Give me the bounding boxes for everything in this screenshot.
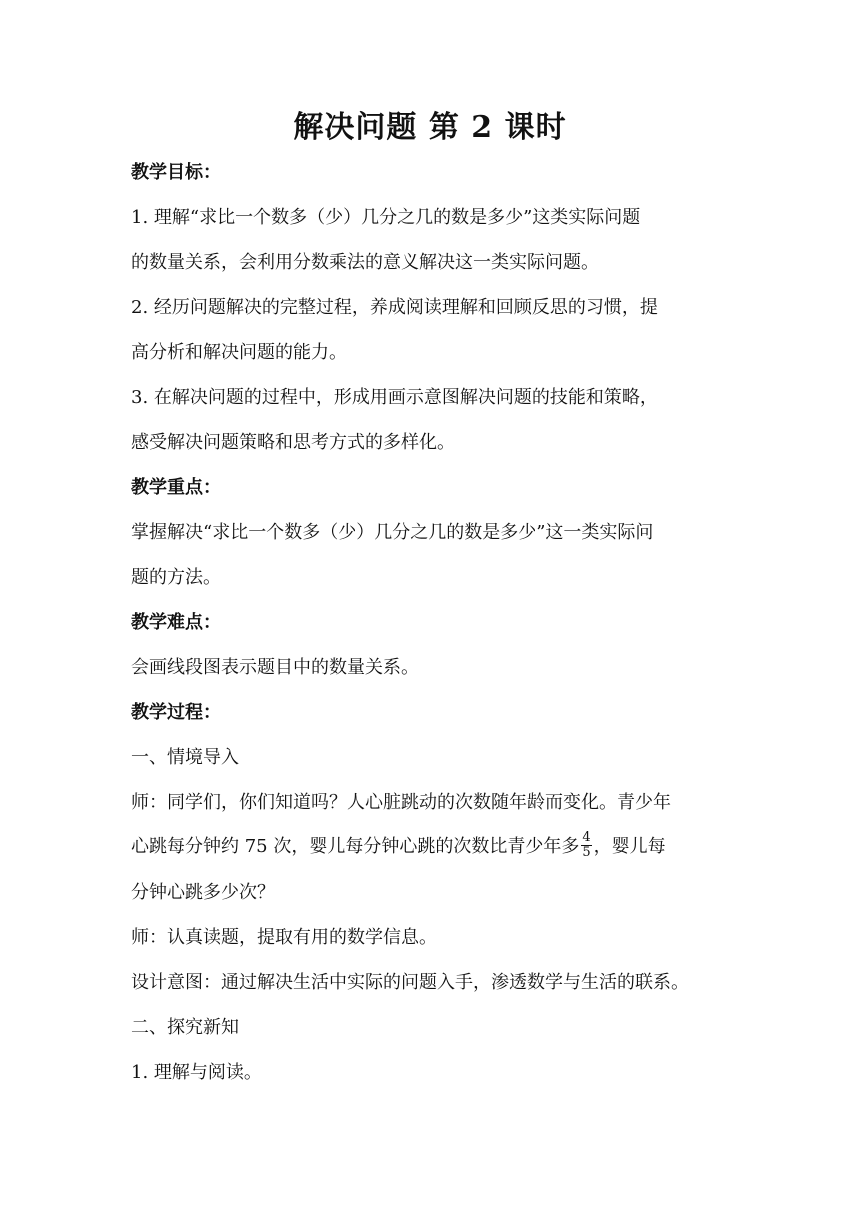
objective-1-line-2: 的数量关系，会利用分数乘法的意义解决这一类实际问题。: [131, 252, 599, 273]
objective-2-line-2: 高分析和解决问题的能力。: [131, 342, 347, 363]
difficulties-line-1: 会画线段图表示题目中的数量关系。: [131, 657, 419, 678]
section-2-heading: 二、探究新知: [131, 1017, 239, 1038]
page-title: 解决问题 第 2 课时: [293, 110, 567, 145]
teacher-prompt-1-line-2: [131, 829, 751, 862]
teacher-prompt-1-line-1: 师：同学们，你们知道吗？人心脏跳动的次数随年龄而变化。青少年: [131, 792, 671, 813]
section-1-heading: 一、情境导入: [131, 747, 239, 768]
teacher-prompt-1-line-3: 分钟心跳多少次？: [131, 882, 275, 903]
objective-2-line-1: 2. 经历问题解决的完整过程，养成阅读理解和回顾反思的习惯，提: [131, 297, 658, 318]
fraction-denominator: 5: [582, 844, 591, 860]
key-points-line-1: 掌握解决“求比一个数多（少）几分之几的数是多少”这一类实际问: [131, 522, 654, 543]
difficulties-heading: 教学难点：: [131, 612, 221, 633]
teacher-prompt-2: 师：认真读题，提取有用的数学信息。: [131, 927, 437, 948]
teacher-prompt-1-line-2-start: 心跳每分钟约 75 次，婴儿每分钟心跳的次数比青少年多: [131, 836, 580, 857]
objective-3-line-1: 3. 在解决问题的过程中，形成用画示意图解决问题的技能和策略，: [131, 387, 658, 408]
process-heading: 教学过程：: [131, 702, 221, 723]
objective-1-line-1: 1. 理解“求比一个数多（少）几分之几的数是多少”这类实际问题: [131, 207, 641, 228]
key-points-heading: 教学重点：: [131, 477, 221, 498]
teacher-prompt-1-line-2-end: ，婴儿每: [593, 836, 666, 857]
design-intent: 设计意图：通过解决生活中实际的问题入手，渗透数学与生活的联系。: [131, 972, 689, 993]
objectives-heading: 教学目标：: [131, 162, 221, 183]
step-1: 1. 理解与阅读。: [131, 1062, 262, 1083]
fraction-numerator: 4: [582, 829, 591, 845]
fraction-four-fifths: [581, 831, 591, 860]
objective-3-line-2: 感受解决问题策略和思考方式的多样化。: [131, 432, 455, 453]
key-points-line-2: 题的方法。: [131, 567, 221, 588]
